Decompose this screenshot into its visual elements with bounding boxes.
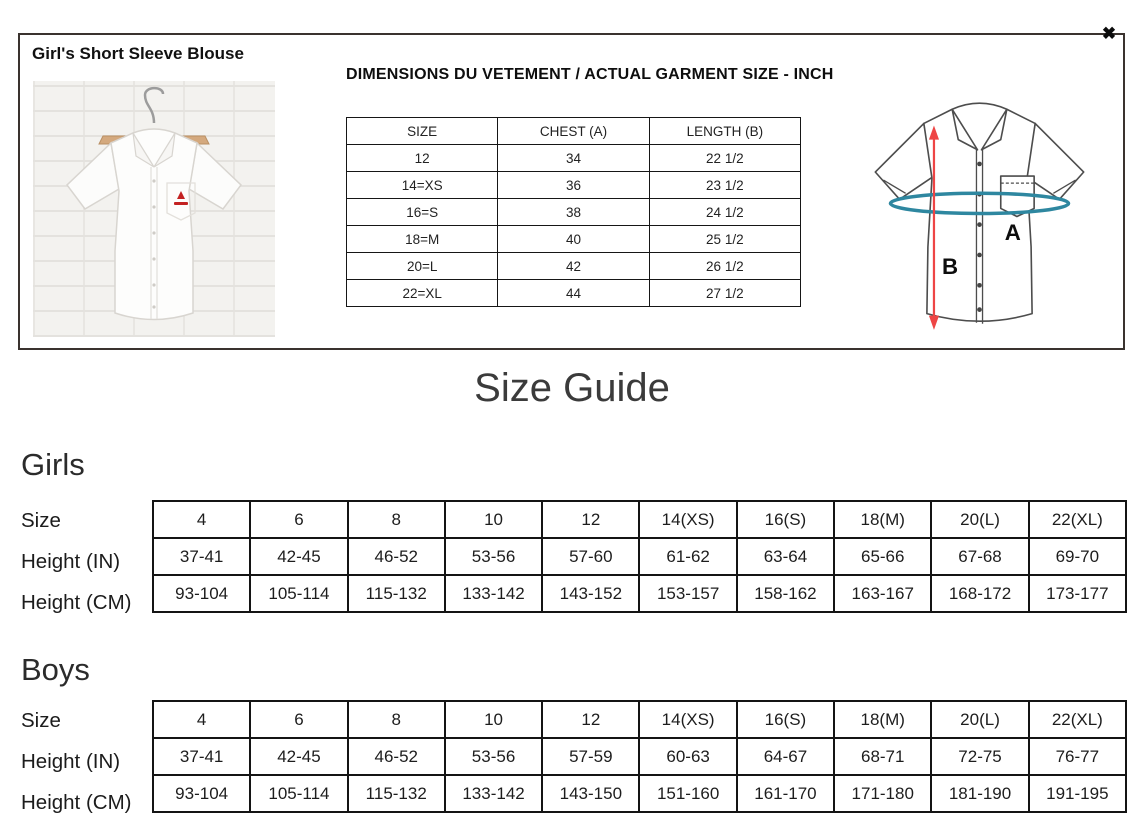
table-row	[153, 738, 1126, 775]
height-in-cell: 68-71	[834, 738, 931, 775]
row-label: Height (IN)	[21, 549, 121, 573]
size-cell: 22(XL)	[1029, 701, 1126, 738]
size-cell: 6	[250, 701, 347, 738]
size-cell: 16(S)	[737, 701, 834, 738]
size-cell: 18(M)	[834, 501, 931, 538]
table-row	[347, 172, 801, 199]
row-label: Height (CM)	[21, 791, 132, 815]
height-in-cell: 69-70	[1029, 538, 1126, 575]
girls-heading: Girls	[21, 447, 85, 482]
height-cm-cell: 133-142	[445, 575, 542, 612]
boys-size-table	[152, 700, 1127, 813]
size-cell: 10	[445, 701, 542, 738]
size-guide-modal	[18, 24, 1125, 350]
table-cell: 18=M	[347, 226, 498, 253]
table-cell: 34	[498, 145, 649, 172]
girls-size-table	[152, 500, 1127, 613]
table-cell: 25 1/2	[649, 226, 800, 253]
table-cell: 26 1/2	[649, 253, 800, 280]
table-cell: 16=S	[347, 199, 498, 226]
height-cm-cell: 133-142	[445, 775, 542, 812]
height-in-cell: 63-64	[737, 538, 834, 575]
table-row	[347, 145, 801, 172]
height-cm-cell: 93-104	[153, 575, 250, 612]
height-cm-cell: 105-114	[250, 575, 347, 612]
table-cell: 40	[498, 226, 649, 253]
table-cell: 23 1/2	[649, 172, 800, 199]
size-cell: 16(S)	[737, 501, 834, 538]
garment-col-header: LENGTH (B)	[649, 118, 800, 145]
table-cell: 22=XL	[347, 280, 498, 307]
height-in-cell: 46-52	[348, 538, 445, 575]
height-cm-cell: 173-177	[1029, 575, 1126, 612]
row-label: Height (CM)	[21, 591, 132, 615]
garment-col-header: SIZE	[347, 118, 498, 145]
product-photo	[33, 81, 275, 337]
height-cm-cell: 158-162	[737, 575, 834, 612]
hanger-icon	[145, 88, 163, 123]
height-cm-cell: 143-150	[542, 775, 639, 812]
size-cell: 12	[542, 701, 639, 738]
height-cm-cell: 153-157	[639, 575, 736, 612]
table-cell: 14=XS	[347, 172, 498, 199]
table-row	[347, 118, 801, 145]
table-cell: 27 1/2	[649, 280, 800, 307]
height-in-cell: 76-77	[1029, 738, 1126, 775]
table-row	[347, 226, 801, 253]
height-cm-cell: 151-160	[639, 775, 736, 812]
table-row	[347, 199, 801, 226]
size-cell: 20(L)	[931, 501, 1028, 538]
height-cm-cell: 143-152	[542, 575, 639, 612]
height-in-cell: 37-41	[153, 538, 250, 575]
size-cell: 14(XS)	[639, 701, 736, 738]
size-cell: 8	[348, 701, 445, 738]
height-cm-cell: 93-104	[153, 775, 250, 812]
height-in-cell: 64-67	[737, 738, 834, 775]
size-cell: 18(M)	[834, 701, 931, 738]
chest-label: A	[1004, 219, 1021, 245]
height-in-cell: 72-75	[931, 738, 1028, 775]
height-in-cell: 53-56	[445, 538, 542, 575]
garment-col-header: CHEST (A)	[498, 118, 649, 145]
table-cell: 12	[347, 145, 498, 172]
table-row	[153, 538, 1126, 575]
size-cell: 4	[153, 701, 250, 738]
size-cell: 4	[153, 501, 250, 538]
table-row	[347, 280, 801, 307]
blouse-photo-illustration	[33, 81, 275, 337]
table-row	[153, 575, 1126, 612]
height-in-cell: 37-41	[153, 738, 250, 775]
close-icon: ✖	[1101, 24, 1117, 43]
table-row	[153, 501, 1126, 538]
height-in-cell: 53-56	[445, 738, 542, 775]
table-cell: 42	[498, 253, 649, 280]
size-cell: 6	[250, 501, 347, 538]
girls-row-labels	[21, 500, 151, 624]
height-cm-cell: 161-170	[737, 775, 834, 812]
table-row	[153, 775, 1126, 812]
table-cell: 38	[498, 199, 649, 226]
height-in-cell: 60-63	[639, 738, 736, 775]
table-cell: 44	[498, 280, 649, 307]
height-in-cell: 42-45	[250, 538, 347, 575]
row-label: Height (IN)	[21, 749, 121, 773]
boys-row-labels	[21, 700, 151, 824]
size-cell: 14(XS)	[639, 501, 736, 538]
height-cm-cell: 163-167	[834, 575, 931, 612]
height-cm-cell: 191-195	[1029, 775, 1126, 812]
size-cell: 10	[445, 501, 542, 538]
close-button[interactable]	[1098, 23, 1120, 45]
table-row	[153, 701, 1126, 738]
garment-dimensions-heading: DIMENSIONS DU VETEMENT / ACTUAL GARMENT SIZE - INCH	[346, 66, 834, 83]
height-in-cell: 61-62	[639, 538, 736, 575]
row-label: Size	[21, 508, 61, 532]
height-cm-cell: 105-114	[250, 775, 347, 812]
size-cell: 22(XL)	[1029, 501, 1126, 538]
row-label: Size	[21, 708, 61, 732]
height-cm-cell: 115-132	[348, 575, 445, 612]
table-row	[347, 253, 801, 280]
height-in-cell: 67-68	[931, 538, 1028, 575]
height-in-cell: 57-60	[542, 538, 639, 575]
modal-title: Girl's Short Sleeve Blouse	[32, 44, 244, 63]
size-guide-title: Size Guide	[474, 366, 670, 410]
height-in-cell: 42-45	[250, 738, 347, 775]
table-cell: 20=L	[347, 253, 498, 280]
height-in-cell: 46-52	[348, 738, 445, 775]
height-cm-cell: 168-172	[931, 575, 1028, 612]
length-label: B	[942, 254, 959, 280]
table-cell: 22 1/2	[649, 145, 800, 172]
height-cm-cell: 181-190	[931, 775, 1028, 812]
size-cell: 20(L)	[931, 701, 1028, 738]
height-in-cell: 57-59	[542, 738, 639, 775]
size-cell: 8	[348, 501, 445, 538]
table-cell: 36	[498, 172, 649, 199]
boys-heading: Boys	[21, 652, 90, 687]
garment-measure-diagram	[852, 85, 1107, 343]
size-cell: 12	[542, 501, 639, 538]
height-cm-cell: 171-180	[834, 775, 931, 812]
garment-size-table	[346, 117, 801, 307]
table-cell: 24 1/2	[649, 199, 800, 226]
height-cm-cell: 115-132	[348, 775, 445, 812]
height-in-cell: 65-66	[834, 538, 931, 575]
